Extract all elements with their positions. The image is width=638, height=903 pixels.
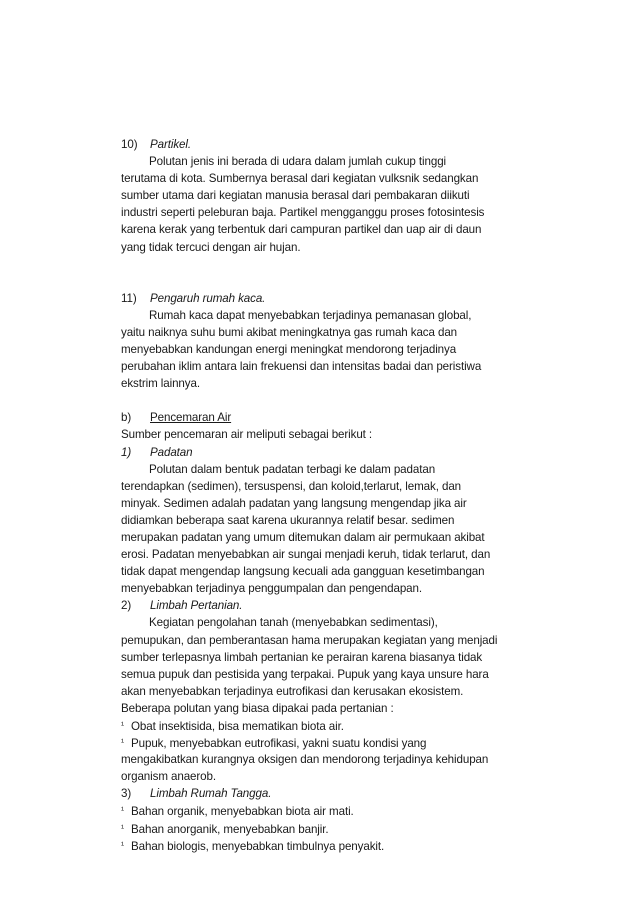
sub-2-title: Limbah Pertanian. — [150, 599, 243, 613]
sub-1-number: 1) — [121, 445, 132, 459]
section-11-heading — [121, 290, 521, 307]
bullet-text: Obat insektisida, bisa mematikan biota air. — [131, 720, 344, 733]
bullet-text: Pupuk, menyebabkan eutrofikasi, yakni suatu kondisi yang — [131, 737, 427, 751]
section-11-title: Pengaruh rumah kaca. — [150, 291, 266, 305]
sub-2-text-line: pemupukan, dan pemberantasan hama merupakan kegiatan yang menjadi — [121, 633, 498, 647]
bullet-marker: ¹ — [121, 737, 124, 748]
sub-2-text-line: Beberapa polutan yang biasa dipakai pada pertanian : — [121, 701, 394, 715]
section-11-text-line: menyebabkan kandungan energi meningkat mendorong terjadinya — [121, 342, 457, 356]
sub-2-heading — [121, 597, 521, 614]
section-11-text-line: yaitu naiknya suhu bumi akibat meningkatnya gas rumah kaca dan — [121, 325, 458, 339]
sub-1-text-line: didiamkan beberapa saat karena ukurannya relatif besar. sedimen — [121, 513, 455, 527]
section-10-heading — [121, 136, 521, 153]
document-body — [121, 136, 521, 854]
section-10-text-line: terutama di kota. Sumbernya berasal dari kegiatan vulksnik sedangkan — [121, 172, 479, 186]
bullet-text: Bahan anorganik, menyebabkan banjir. — [131, 822, 329, 836]
bullet-text: Bahan organik, menyebabkan biota air mati. — [131, 805, 354, 819]
spacer — [121, 392, 521, 409]
bullet-marker: ¹ — [121, 720, 124, 730]
section-10-text-line: industri seperti peleburan baja. Partikel mengganggu proses fotosintesis — [121, 206, 485, 220]
sub-2-number: 2) — [121, 599, 132, 613]
section-11-number: 11) — [121, 291, 137, 305]
section-10-text-line: Polutan jenis ini berada di udara dalam jumlah cukup tinggi — [149, 155, 447, 169]
bullet-item — [121, 837, 521, 854]
sub-2-text-line: organism anaerob. — [121, 770, 216, 784]
sub-1-text-line: merupakan padatan yang umum ditemukan dalam air permukaan akibat — [121, 530, 485, 544]
bullet-item — [121, 802, 521, 819]
section-10-text-line: karena kerak yang terbentuk dari campuran partikel dan uap air di daun — [121, 223, 482, 237]
section-b-intro: Sumber pencemaran air meliputi sebagai berikut : — [121, 428, 373, 442]
section-10-text-line: yang tidak tercuci dengan air hujan. — [121, 240, 301, 254]
bullet-item — [121, 717, 521, 734]
sub-2-text-line: semua pupuk dan pestisida yang terpakai. Pupuk yang kaya unsure hara — [121, 667, 489, 681]
section-10-number: 10) — [121, 138, 138, 151]
bullet-item — [121, 734, 521, 751]
section-10-text-line: sumber utama dari kegiatan manusia berasal dari pembakaran diikuti — [121, 189, 470, 203]
section-11-text-line: perubahan iklim antara lain frekuensi dan intensitas badai dan peristiwa — [121, 360, 482, 374]
sub-1-text-line: menyebabkan terjadinya penggumpalan dan pengendapan. — [121, 582, 422, 596]
section-11-text-line: Rumah kaca dapat menyebabkan terjadinya pemanasan global, — [149, 308, 472, 322]
bullet-item — [121, 820, 521, 837]
sub-2-text-line: mengakibatkan kurangnya oksigen dan mendorong terjadinya kehidupan — [121, 753, 489, 767]
sub-1-text-line: erosi. Padatan menyebabkan air sungai menjadi keruh, tidak terlarut, dan — [121, 548, 491, 562]
section-b-number: b) — [121, 411, 132, 425]
sub-1-heading — [121, 444, 521, 461]
sub-2-text-line: Kegiatan pengolahan tanah (menyebabkan sedimentasi), — [149, 616, 438, 630]
bullet-marker: ¹ — [121, 805, 124, 816]
sub-3-number: 3) — [121, 787, 132, 801]
bullet-text: Bahan biologis, menyebabkan timbulnya penyakit. — [131, 839, 385, 853]
section-b-title: Pencemaran Air — [150, 411, 232, 425]
sub-3-heading — [121, 785, 521, 802]
sub-1-text-line: terendapkan (sedimen), tersuspensi, dan koloid,terlarut, lemak, dan — [121, 479, 462, 493]
sub-1-text-line: tidak dapat mengendap langsung kecuali ada gangguan kesetimbangan — [121, 565, 485, 579]
section-b-heading — [121, 409, 521, 426]
sub-1-text-line: Polutan dalam bentuk padatan terbagi ke dalam padatan — [149, 462, 436, 476]
bullet-marker: ¹ — [121, 839, 124, 850]
sub-2-text-line: sumber terlepasnya limbah pertanian ke perairan karena biasanya tidak — [121, 650, 483, 664]
section-11-text-line: ekstrim lainnya. — [121, 377, 200, 391]
sub-1-text-line: minyak. Sedimen adalah padatan yang langsung mengendap jika air — [121, 496, 467, 510]
sub-3-title: Limbah Rumah Tangga. — [150, 787, 272, 801]
sub-2-text-line: akan menyebabkan terjadinya eutrofikasi dan kerusakan ekosistem. — [121, 684, 464, 698]
sub-1-title: Padatan — [150, 445, 193, 459]
section-10-title: Partikel. — [150, 138, 191, 151]
bullet-marker: ¹ — [121, 822, 124, 833]
spacer — [121, 256, 521, 290]
